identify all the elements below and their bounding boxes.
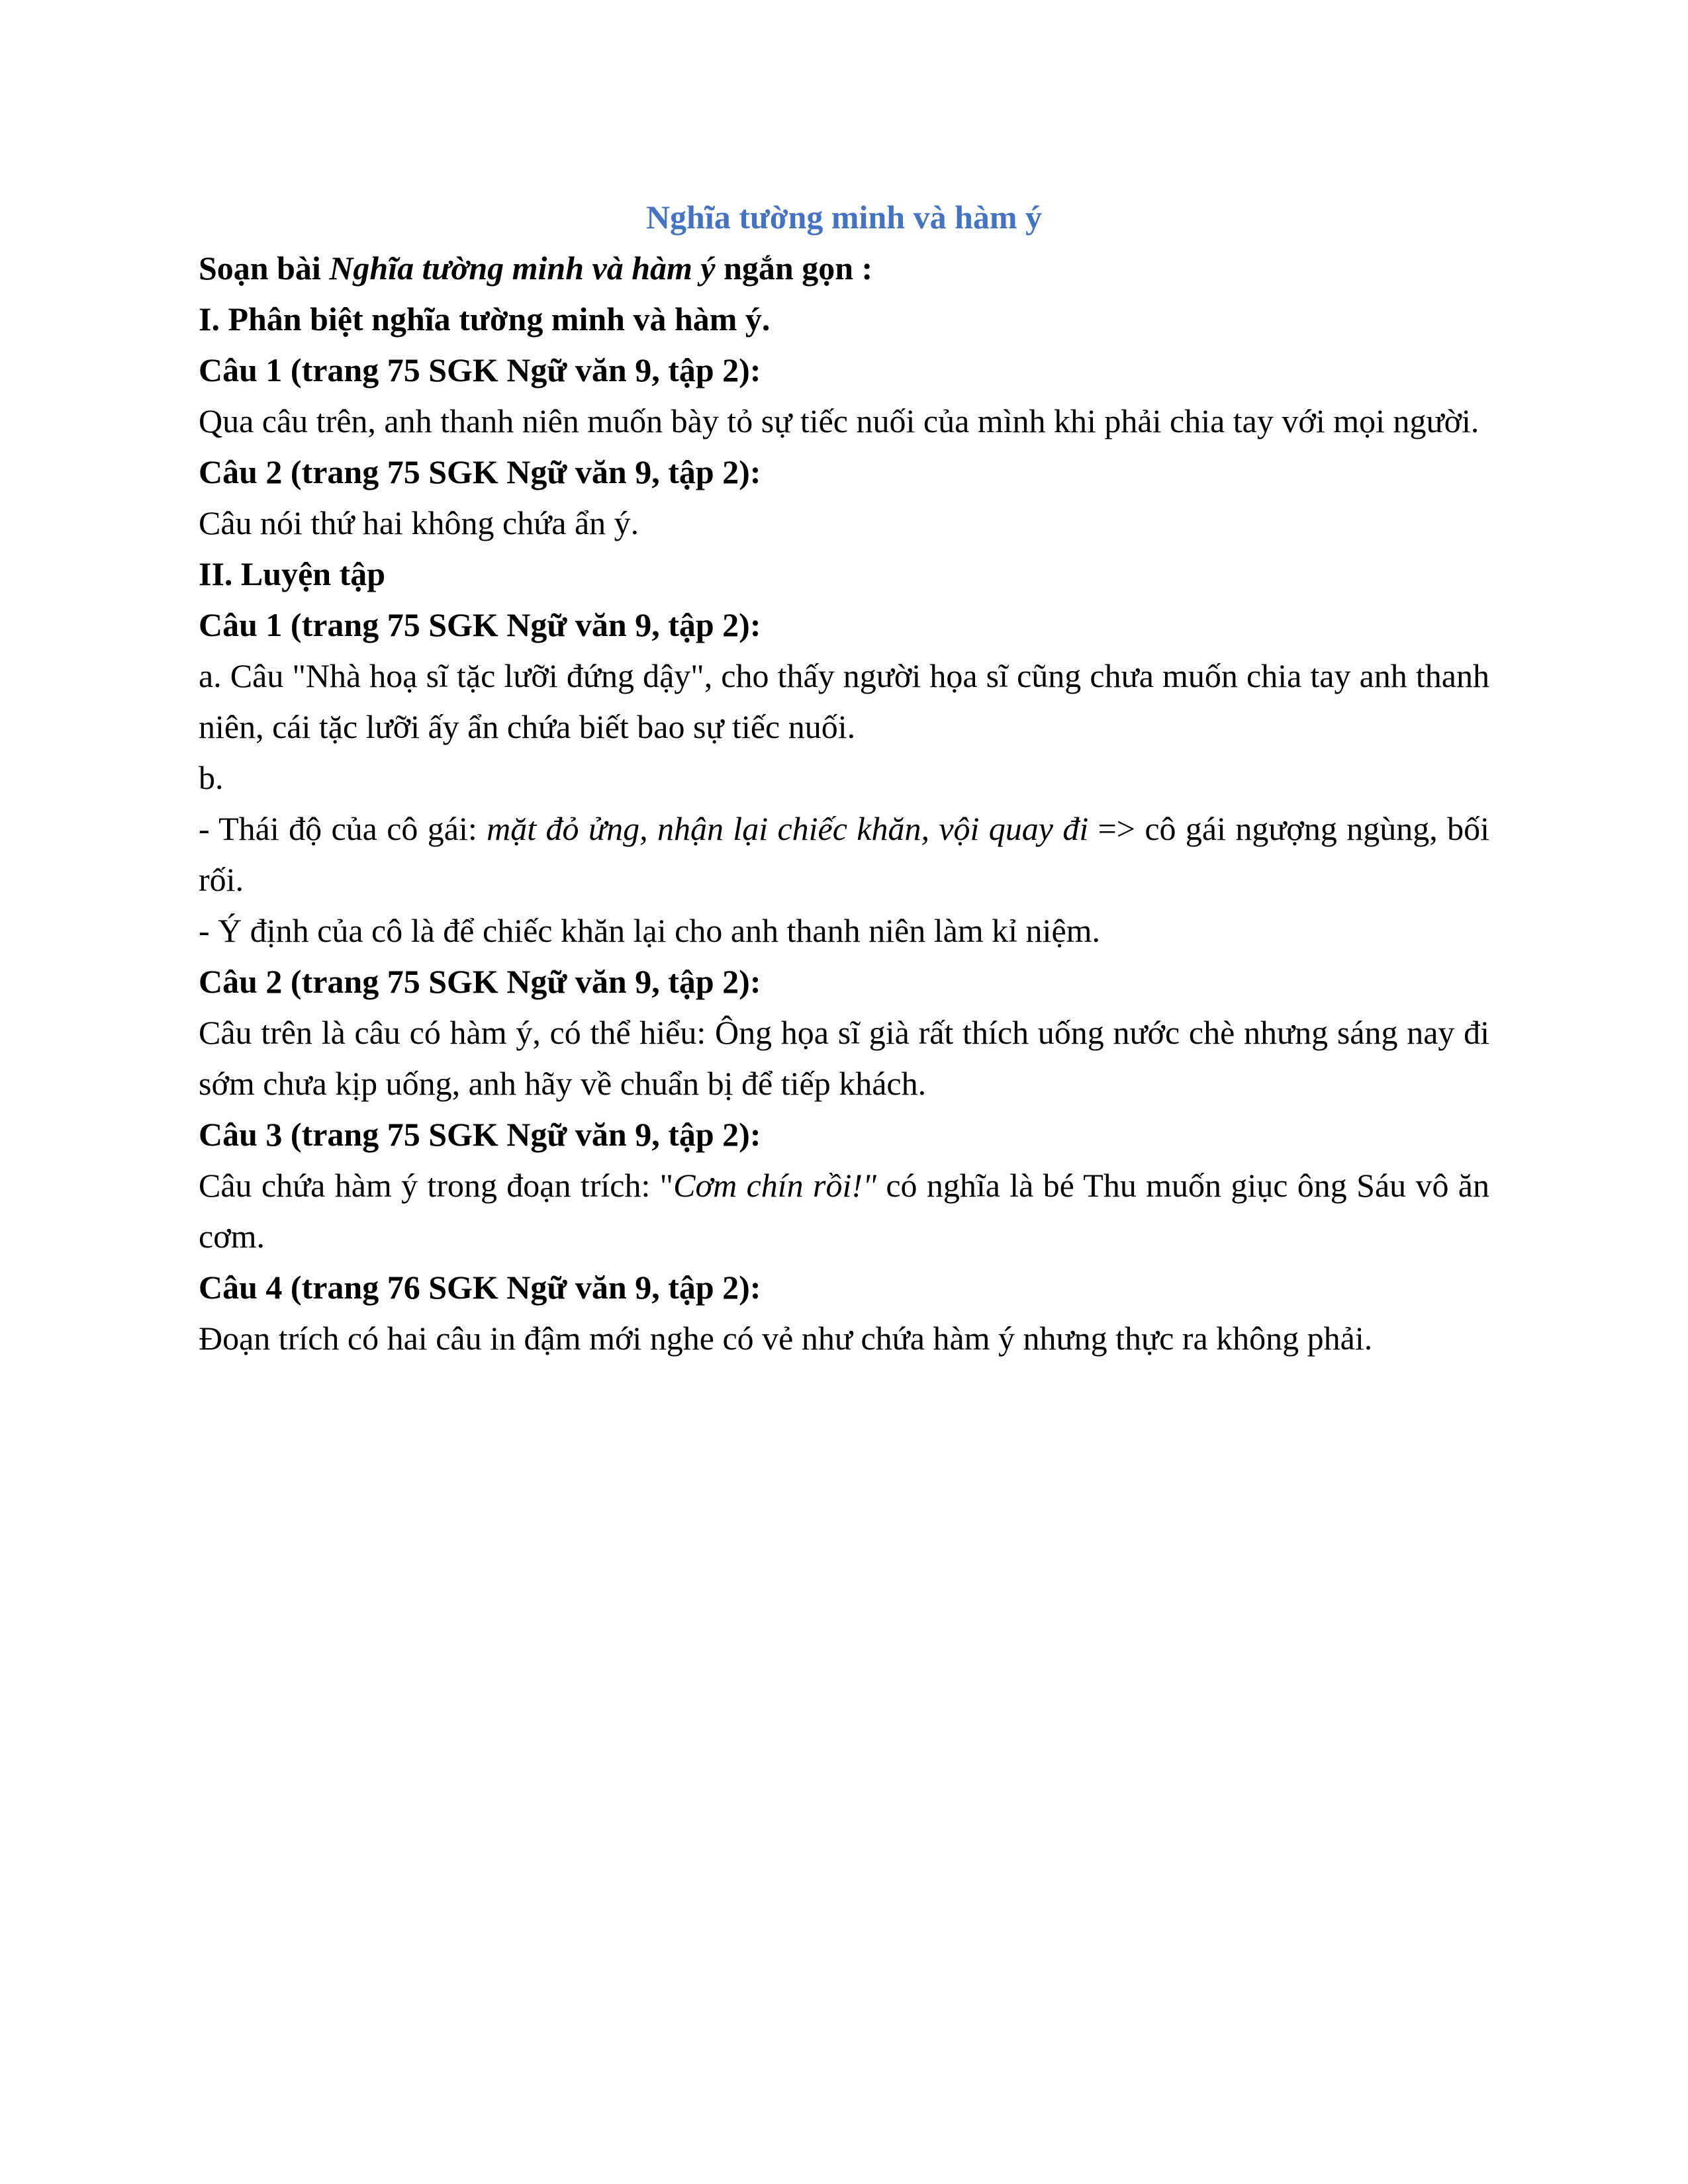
section-2-question-4-heading: Câu 4 (trang 76 SGK Ngữ văn 9, tập 2): — [199, 1269, 761, 1306]
section-2-question-1-heading: Câu 1 (trang 75 SGK Ngữ văn 9, tập 2): — [199, 606, 761, 643]
intro-italic: Nghĩa tường minh và hàm ý — [329, 250, 716, 287]
question-3-answer-suffix: có nghĩa là bé Thu muốn giục ông Sáu vô ăn cơm. — [199, 1167, 1489, 1255]
section-2-question-3-heading: Câu 3 (trang 75 SGK Ngữ văn 9, tập 2): — [199, 1116, 761, 1153]
question-3-answer-prefix: Câu chứa hàm ý trong đoạn trích: " — [199, 1167, 674, 1204]
section-2-question-2-heading: Câu 2 (trang 75 SGK Ngữ văn 9, tập 2): — [199, 963, 761, 1000]
section-2-question-1-part-b-item-2: - Ý định của cô là để chiếc khăn lại cho anh thanh niên làm kỉ niệm. — [199, 912, 1101, 949]
document-title: Nghĩa tường minh và hàm ý — [645, 199, 1043, 236]
section-1-question-2-heading: Câu 2 (trang 75 SGK Ngữ văn 9, tập 2): — [199, 453, 761, 490]
section-1-question-1-heading: Câu 1 (trang 75 SGK Ngữ văn 9, tập 2): — [199, 351, 761, 388]
part-b-item-1-suffix: => cô gái ngượng ngùng, bối rối. — [199, 810, 1489, 898]
question-3-answer-italic: Cơm chín rồi!" — [673, 1167, 876, 1204]
intro-suffix: ngắn gọn : — [715, 250, 873, 287]
section-2-question-2-answer: Câu trên là câu có hàm ý, có thể hiểu: Ông họa sĩ già rất thích uống nước chè nhưng sáng nay đi sớm chưa kịp uống, anh hãy về chuẩn bị để tiếp khách. — [199, 1014, 1489, 1102]
intro-prefix: Soạn bài — [199, 250, 330, 287]
section-1-heading: I. Phân biệt nghĩa tường minh và hàm ý. — [199, 300, 771, 338]
intro-line — [199, 243, 1489, 294]
part-b-item-1-prefix: - Thái độ của cô gái: — [199, 810, 487, 847]
section-2-question-4-answer: Đoạn trích có hai câu in đậm mới nghe có vẻ như chứa hàm ý nhưng thực ra không phải. — [199, 1320, 1373, 1357]
part-b-item-1-italic: mặt đỏ ửng, nhận lại chiếc khăn, vội quay đi — [487, 810, 1089, 847]
section-2-question-1-part-b-item-1 — [199, 803, 1489, 905]
section-1-question-1-answer: Qua câu trên, anh thanh niên muốn bày tỏ sự tiếc nuối của mình khi phải chia tay với mọi người. — [199, 402, 1479, 439]
section-1-question-2-answer: Câu nói thứ hai không chứa ẩn ý. — [199, 504, 639, 541]
section-2-question-3-answer — [199, 1160, 1489, 1262]
section-2-heading: II. Luyện tập — [199, 555, 386, 592]
document-page — [199, 192, 1489, 1364]
section-2-question-1-part-a: a. Câu "Nhà hoạ sĩ tặc lưỡi đứng dậy", cho thấy người họa sĩ cũng chưa muốn chia tay anh thanh niên, cái tặc lưỡi ấy ẩn chứa biết bao sự tiếc nuối. — [199, 657, 1489, 745]
section-2-question-1-part-b: b. — [199, 759, 224, 796]
